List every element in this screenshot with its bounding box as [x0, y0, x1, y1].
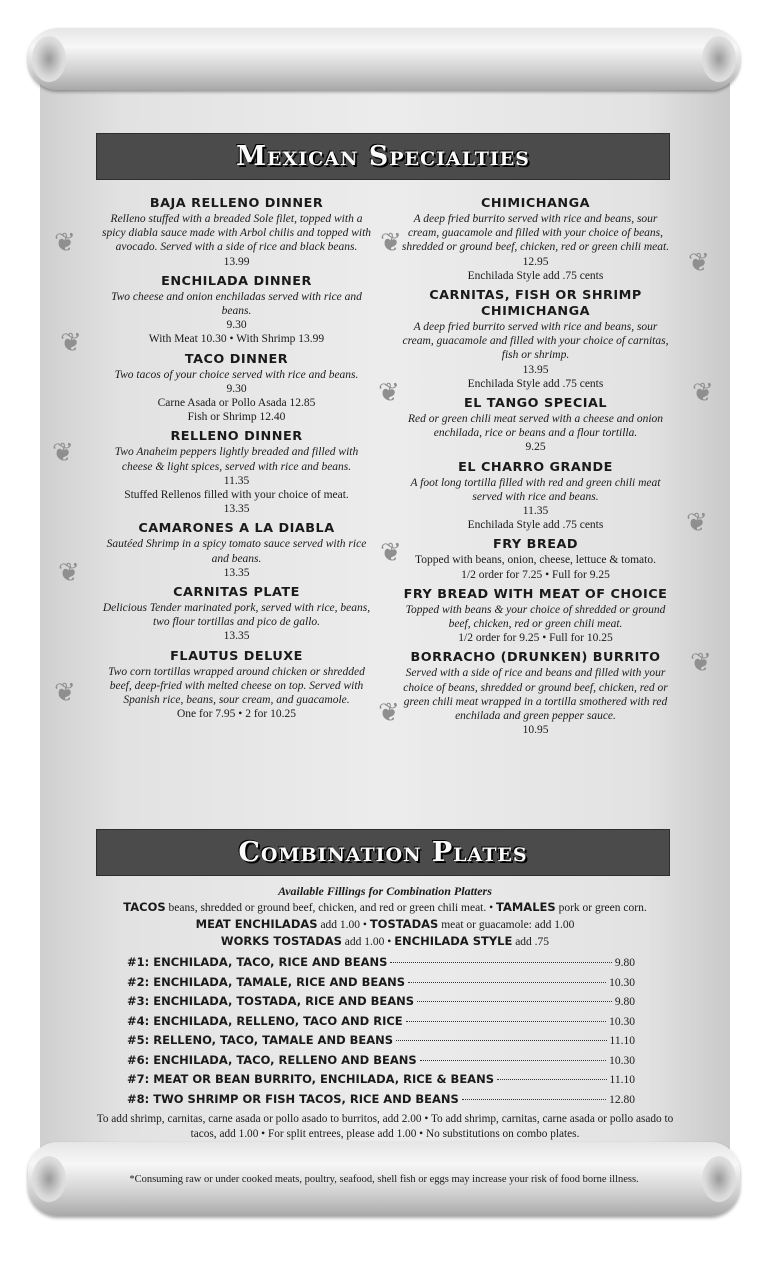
chili-pepper-icon: ❦: [54, 228, 76, 257]
filling-text: pork or green corn.: [555, 902, 647, 914]
menu-item-price: Enchilada Style add .75 cents: [467, 269, 604, 282]
menu-item-description: Served with a side of rice and beans and filled with your choice of beans, shredded or ground beef, chicken, red or green chili meat wrapped in a tortilla smothered with red enchilada and green pepper sauce.: [403, 667, 668, 723]
combination-title: Combination Plates: [238, 837, 528, 868]
menu-item-price: 10.95: [522, 724, 549, 737]
chili-pepper-icon: ❦: [688, 248, 710, 277]
scroll-top-roll: [28, 28, 740, 90]
menu-item-price: 9.30: [226, 319, 247, 332]
menu-item: [400, 396, 671, 455]
menu-item-price: 13.35: [223, 503, 250, 516]
menu-item-price: Enchilada Style add .75 cents: [467, 377, 604, 390]
menu-item-price: 13.95: [522, 363, 549, 376]
chili-pepper-icon: ❦: [380, 228, 402, 257]
dot-leader: [497, 1079, 607, 1080]
combination-note: To add shrimp, carnitas, carne asada or pollo asado to burritos, add 2.00 • To add shrimp, carnitas, carne asada or pollo asado to tacos, add 1.00 • For split entrees, please add 1.00 • No substitutions on combo plates.: [96, 1113, 674, 1140]
chili-pepper-icon: ❦: [378, 698, 400, 727]
menu-item-price: Topped with beans, onion, cheese, lettuce & tomato.: [415, 554, 656, 567]
menu-item: [100, 649, 373, 722]
dot-leader: [390, 962, 611, 963]
chili-pepper-icon: ❦: [380, 538, 402, 567]
menu-item-name: TACO DINNER: [184, 351, 289, 367]
chili-pepper-icon: ❦: [60, 328, 82, 357]
menu-item-description: Two tacos of your choice served with rice and beans.: [114, 368, 359, 381]
menu-item-description: Sautéed Shrimp in a spicy tomato sauce served with rice and beans.: [106, 538, 367, 565]
filling-label: TOSTADAS: [369, 917, 439, 931]
filling-text: add 1.00 •: [341, 936, 395, 948]
chili-pepper-icon: ❦: [686, 508, 708, 537]
menu-item-description: A foot long tortilla filled with red and green chili meat served with rice and beans.: [410, 476, 661, 503]
menu-item-price: 12.95: [522, 255, 549, 268]
menu-item: [400, 196, 671, 283]
menu-item-name: FRY BREAD WITH MEAT OF CHOICE: [403, 586, 668, 602]
combo-plate-name: #8: TWO SHRIMP OR FISH TACOS, RICE AND BEANS: [127, 1091, 459, 1106]
menu-item: [100, 196, 373, 269]
fillings-line-3: [95, 933, 675, 950]
combo-plate-price: 10.30: [609, 1015, 635, 1028]
menu-item: [100, 429, 373, 516]
chili-pepper-icon: ❦: [52, 438, 74, 467]
combination-banner: [97, 830, 669, 875]
combo-plate-row: [127, 1052, 635, 1072]
dot-leader: [396, 1040, 606, 1041]
menu-item-price: 9.25: [525, 441, 546, 454]
combo-plate-name: #3: ENCHILADA, TOSTADA, RICE AND BEANS: [127, 994, 415, 1008]
menu-item-name: CAMARONES A LA DIABLA: [138, 521, 335, 537]
combo-plate-row: [127, 954, 635, 974]
menu-item-description: A deep fried burrito served with rice and beans, sour cream, guacamole and filled with your choice of beans, shredded or ground beef, chicken, red or green chili meat.: [401, 213, 670, 254]
menu-item-price: 13.35: [223, 566, 250, 579]
filling-label: MEAT ENCHILADAS: [195, 917, 318, 931]
menu-item-price: 1/2 order for 9.25 • Full for 10.25: [458, 632, 613, 645]
combination-plate-list: [127, 954, 635, 1110]
menu-item-price: With Meat 10.30 • With Shrimp 13.99: [148, 333, 325, 346]
menu-item-name: FLAUTUS DELUXE: [170, 648, 303, 664]
combo-plate-name: #7: MEAT OR BEAN BURRITO, ENCHILADA, RICE & BEANS: [127, 1072, 494, 1086]
menu-item-name: RELLENO DINNER: [170, 429, 303, 445]
dot-leader: [462, 1099, 606, 1100]
menu-item-price: 13.35: [223, 630, 250, 643]
menu-item-description: A deep fried burrito served with rice and beans, sour cream, guacamole and filled with your choice of carnitas, fish or shrimp.: [402, 321, 669, 362]
menu-item-description: Topped with beans & your choice of shredded or ground beef, chicken, red or green chili meat.: [405, 603, 666, 631]
combo-plate-row: [127, 1032, 635, 1052]
menu-item-price: Enchilada Style add .75 cents: [467, 519, 604, 532]
menu-item-name: CHIMICHANGA: [481, 196, 590, 211]
combo-plate-price: 11.10: [609, 1035, 635, 1047]
menu-item-description: Two Anaheim peppers lightly breaded and filled with cheese & light spices, served with rice and beans.: [114, 446, 359, 473]
menu-item-price: 9.30: [226, 382, 247, 395]
fillings-heading: Available Fillings for Combination Platters: [278, 884, 492, 898]
menu-item-price: Fish or Shrimp 12.40: [187, 411, 286, 424]
menu-item-description: Two corn tortillas wrapped around chicken or shredded beef, deep-fried with melted cheese on top. Served with Spanish rice, beans, sour cream, and guacamole.: [108, 665, 365, 707]
menu-item-description: Relleno stuffed with a breaded Sole filet, topped with a spicy diabla sauce made with Arbol chilis and topped with avocado. Served with a side of rice and black beans.: [101, 213, 372, 254]
menu-item-price: 11.35: [223, 474, 250, 487]
combo-plate-name: #1: ENCHILADA, TACO, RICE AND BEANS: [127, 955, 388, 969]
filling-text: add .75: [512, 936, 550, 948]
menu-item: [400, 288, 671, 391]
chili-pepper-icon: ❦: [378, 378, 400, 407]
dot-leader: [420, 1060, 606, 1061]
menu-item-name: CARNITAS PLATE: [173, 585, 300, 601]
menu-item: [400, 460, 671, 533]
menu-item-description: Delicious Tender marinated pork, served with rice, beans, two flour tortillas and pico de gallo.: [102, 602, 371, 629]
combo-plate-row: [127, 993, 635, 1013]
filling-text: add 1.00 •: [317, 919, 370, 931]
specialties-title: Mexican Specialties: [236, 141, 530, 172]
menu-item-name: FRY BREAD: [493, 537, 578, 553]
menu-item: [100, 352, 373, 425]
filling-text: beans, shredded or ground beef, chicken, and red or green chili meat. •: [165, 902, 497, 914]
food-safety-footnote: *Consuming raw or under cooked meats, poultry, seafood, shell fish or eggs may increase your risk of food borne illness.: [129, 1174, 639, 1185]
menu-item-price: One for 7.95 • 2 for 10.25: [176, 708, 296, 721]
menu-item-price: 11.35: [522, 505, 549, 518]
combo-plate-price: 10.30: [609, 1054, 635, 1067]
combo-plate-price: 12.80: [609, 1093, 635, 1106]
specialties-left-column: [100, 196, 373, 726]
menu-item: [400, 587, 671, 646]
specialties-right-column: [400, 196, 671, 742]
combo-plate-price: 11.10: [609, 1074, 635, 1086]
fillings-line-2: [95, 916, 675, 933]
menu-item-name: BORRACHO (DRUNKEN) BURRITO: [410, 650, 661, 666]
combo-plate-name: #6: ENCHILADA, TACO, RELLENO AND BEANS: [127, 1052, 417, 1067]
menu-item-description: Red or green chili meat served with a cheese and onion enchilada, rice or beans and a flour tortilla.: [407, 413, 664, 440]
combo-plate-name: #5: RELLENO, TACO, TAMALE AND BEANS: [127, 1033, 394, 1047]
menu-item-name: EL CHARRO GRANDE: [458, 459, 613, 475]
combo-plate-price: 9.80: [614, 957, 635, 969]
chili-pepper-icon: ❦: [58, 558, 80, 587]
combo-plate-row: [127, 1071, 635, 1091]
combo-plate-price: 9.80: [614, 996, 635, 1008]
menu-item: [100, 585, 373, 644]
menu-item: [100, 521, 373, 580]
menu-item-price: 13.99: [223, 255, 250, 268]
filling-label: TAMALES: [496, 900, 556, 914]
menu-item-description: Two cheese and onion enchiladas served with rice and beans.: [111, 290, 362, 318]
dot-leader: [408, 982, 606, 983]
filling-label: ENCHILADA STYLE: [394, 934, 513, 948]
combo-plate-name: #4: ENCHILADA, RELLENO, TACO AND RICE: [127, 1013, 403, 1028]
filling-label: TACOS: [123, 900, 166, 914]
menu-item: [400, 537, 671, 581]
menu-item-name: EL TANGO SPECIAL: [463, 396, 608, 412]
fillings-line-1: [95, 899, 675, 916]
combo-plate-name: #2: ENCHILADA, TAMALE, RICE AND BEANS: [127, 974, 406, 989]
chili-pepper-icon: ❦: [690, 648, 712, 677]
dot-leader: [406, 1021, 606, 1022]
dot-leader: [417, 1001, 612, 1002]
combo-plate-row: [127, 974, 635, 994]
menu-item-price: Carne Asada or Pollo Asada 12.85: [157, 397, 316, 410]
filling-text: meat or guacamole: add 1.00: [438, 919, 575, 931]
menu-item: [100, 274, 373, 347]
roll-end: [32, 36, 66, 82]
menu-item-name: CARNITAS, FISH OR SHRIMP CHIMICHANGA: [429, 288, 642, 320]
combo-plate-price: 10.30: [609, 976, 635, 989]
filling-label: WORKS TOSTADAS: [220, 934, 342, 948]
specialties-banner: [97, 134, 669, 179]
roll-end: [702, 36, 736, 82]
menu-item-price: 1/2 order for 7.25 • Full for 9.25: [461, 568, 610, 581]
menu-item-name: BAJA RELLENO DINNER: [149, 196, 324, 211]
menu-item-name: ENCHILADA DINNER: [161, 273, 312, 289]
combo-plate-row: [127, 1091, 635, 1111]
combination-section: [95, 883, 675, 1142]
chili-pepper-icon: ❦: [692, 378, 714, 407]
chili-pepper-icon: ❦: [54, 678, 76, 707]
menu-item: [400, 650, 671, 737]
menu-item-price: Stuffed Rellenos filled with your choice of meat.: [124, 489, 349, 502]
combo-plate-row: [127, 1013, 635, 1033]
